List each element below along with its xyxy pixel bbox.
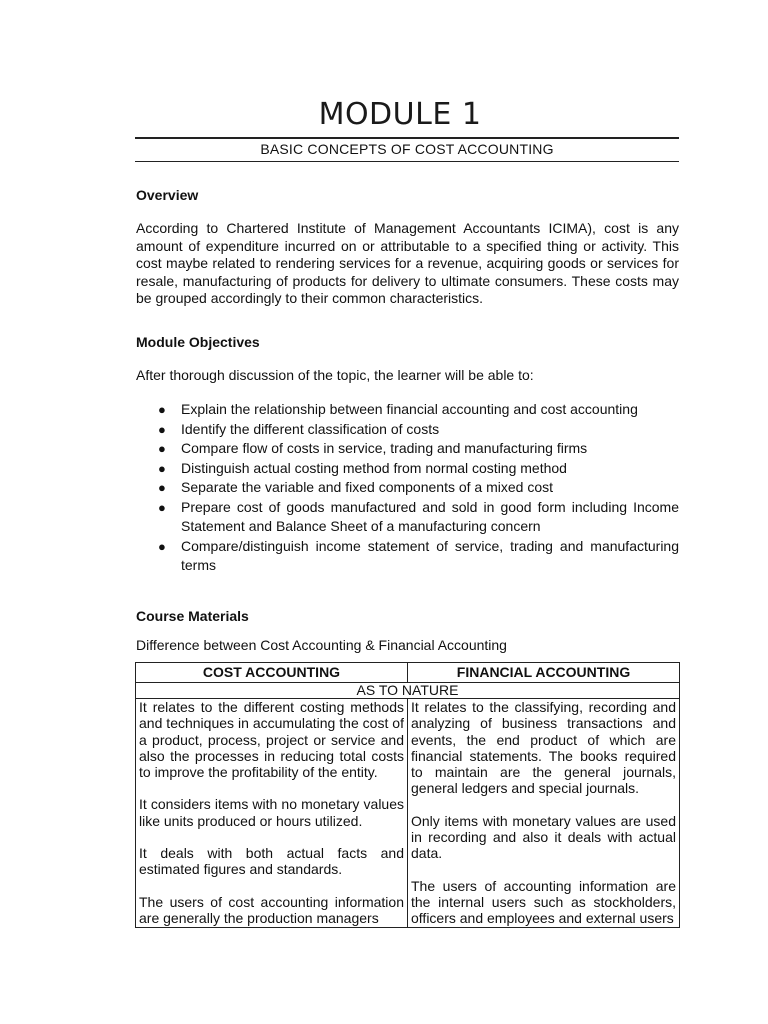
column-header-cost: COST ACCOUNTING (136, 663, 408, 683)
objectives-heading: Module Objectives (136, 334, 260, 350)
objective-text: Explain the relationship between financial accounting and cost accounting (181, 401, 638, 417)
list-item (136, 498, 679, 537)
table-row (136, 699, 680, 928)
list-item (136, 400, 679, 420)
cell-paragraph: It deals with both actual facts and estimated figures and standards. (139, 845, 404, 878)
cell-paragraph: It relates to the different costing methods and techniques in accumulating the cost of a product, process, project or service and also the processes in reducing total costs to improve the profitability of the entity. (139, 699, 404, 781)
bullet-icon: ● (158, 538, 166, 554)
list-item (136, 420, 679, 440)
course-materials-intro: Difference between Cost Accounting & Financial Accounting (136, 637, 507, 653)
objective-text: Separate the variable and fixed components of a mixed cost (181, 479, 553, 495)
column-header-financial: FINANCIAL ACCOUNTING (408, 663, 680, 683)
module-title: MODULE 1 (318, 97, 482, 132)
bullet-icon: ● (158, 480, 166, 495)
list-item (136, 459, 679, 479)
overview-heading: Overview (136, 187, 199, 203)
objectives-list (136, 400, 679, 576)
cell-paragraph: It considers items with no monetary values like units produced or hours utilized. (139, 796, 404, 829)
overview-paragraph: According to Chartered Institute of Management Accountants ICIMA), cost is any amount of expenditure incurred on or attributable to a specified thing or activity. This cost maybe related to rendering services for a revenue, acquiring goods or services for resale, manufacturing of products for delivery to ultimate consumers. These costs may be grouped accordingly to their common characteristics. (136, 220, 679, 306)
bullet-icon: ● (158, 421, 166, 437)
objective-text: Prepare cost of goods manufactured and sold in good form including Income Statement and Balance Sheet of a manufacturing concern (181, 498, 679, 534)
cell-paragraph: The users of accounting information are the internal users such as stockholders, officers and employees and external users (411, 877, 676, 927)
cell-paragraph: Only items with monetary values are used in recording and also it deals with actual data. (411, 812, 676, 862)
cell-paragraph: It relates to the classifying, recording and analyzing of business transactions and events, the end product of which are financial statements. The books required to maintain are the general journals, general ledgers and special journals. (411, 699, 676, 797)
objective-text: Compare flow of costs in service, trading and manufacturing firms (181, 440, 588, 456)
list-item (136, 537, 679, 576)
objective-text: Distinguish actual costing method from normal costing method (181, 459, 567, 476)
subtitle-divider (135, 161, 679, 162)
bullet-icon: ● (158, 441, 166, 456)
table-header-row (136, 663, 680, 683)
objective-text: Identify the different classification of costs (181, 420, 440, 437)
objectives-intro: After thorough discussion of the topic, the learner will be able to: (136, 367, 534, 383)
section-label: AS TO NATURE (136, 683, 680, 699)
comparison-table (135, 662, 680, 928)
title-divider (135, 137, 679, 139)
cell-paragraph: The users of cost accounting information are generally the production managers (139, 893, 404, 926)
financial-accounting-cell (408, 699, 680, 928)
list-item (136, 478, 679, 498)
bullet-icon: ● (158, 460, 166, 476)
module-subtitle: BASIC CONCEPTS OF COST ACCOUNTING (260, 141, 554, 157)
objective-text: Compare/distinguish income statement of service, trading and manufacturing terms (181, 537, 679, 573)
cost-accounting-cell (136, 699, 408, 928)
bullet-icon: ● (158, 499, 166, 515)
bullet-icon: ● (158, 402, 166, 417)
course-materials-heading: Course Materials (136, 608, 249, 624)
table-section-row (136, 683, 680, 699)
list-item (136, 439, 679, 459)
